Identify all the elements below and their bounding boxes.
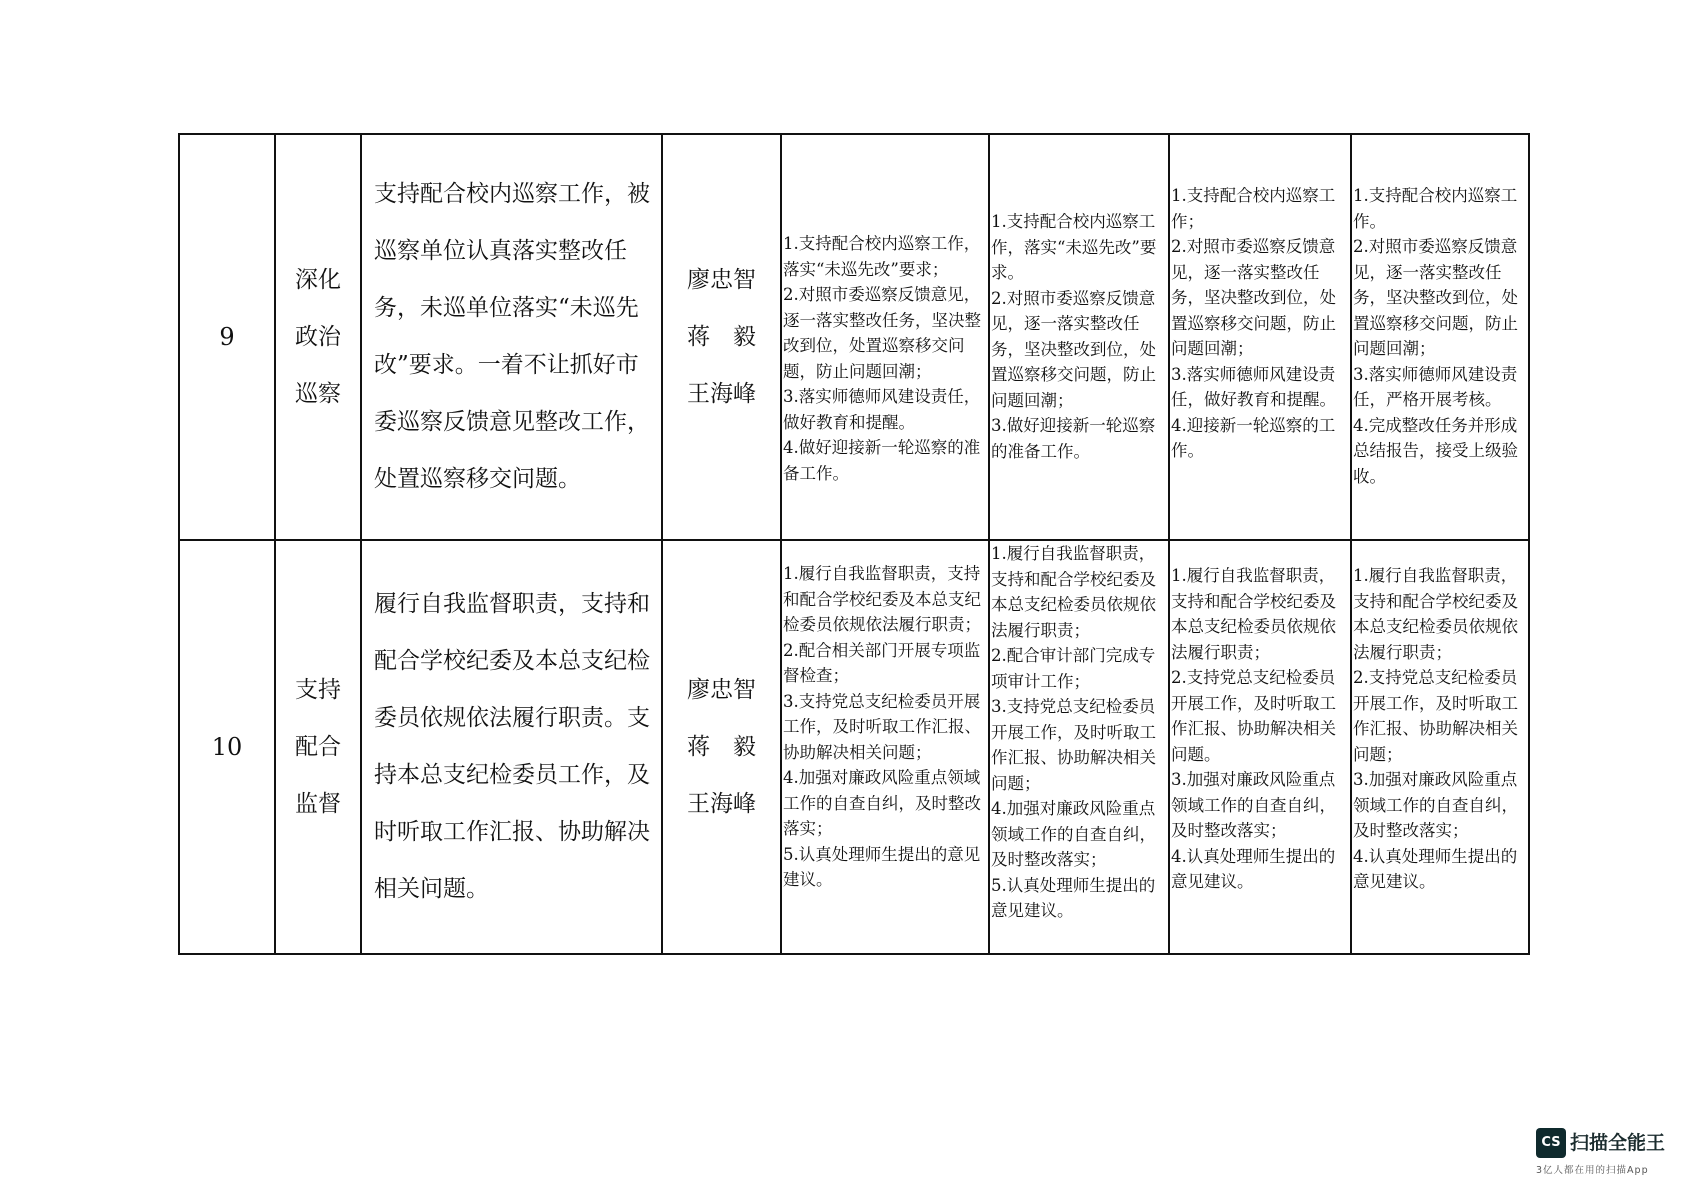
- task-goal: 支持配合校内巡察工作，被巡察单位认真落实整改任务，未巡单位落实“未巡先改”要求。一着不让抓好市委巡察反馈意见整改工作，处置巡察移交问题。: [361, 134, 662, 540]
- task-name: [275, 540, 361, 954]
- plan-item: 2.配合相关部门开展专项监督检查；: [783, 640, 981, 685]
- phase-plan-3: [1169, 134, 1351, 540]
- plan-item: 2.对照市委巡察反馈意见，逐一落实整改任务，坚决整改到位，处置巡察移交问题，防止问题回潮；: [991, 288, 1156, 410]
- work-plan-table: [178, 133, 1530, 955]
- plan-item: 3.支持党总支纪检委员开展工作，及时听取工作汇报、协助解决相关问题；: [783, 691, 981, 762]
- table-row: [179, 134, 1529, 540]
- phase-plan-3: [1169, 540, 1351, 954]
- plan-item: 3.加强对廉政风险重点领域工作的自查自纠，及时整改落实；: [1353, 770, 1518, 840]
- phase-plan-2: [989, 134, 1169, 540]
- person-name: 廖忠智: [687, 676, 756, 703]
- person-name: 廖忠智: [687, 266, 756, 293]
- row-number: 10: [179, 540, 275, 954]
- watermark-tagline: 3亿人都在用的扫描App: [1536, 1165, 1649, 1176]
- plan-item: 1.履行自我监督职责，支持和配合学校纪委及本总支纪检委员依规依法履行职责；: [991, 544, 1156, 640]
- plan-item: 1.履行自我监督职责，支持和配合学校纪委及本总支纪检委员依规依法履行职责；: [1353, 566, 1518, 662]
- plan-item: 3.加强对廉政风险重点领域工作的自查自纠，及时整改落实；: [1171, 770, 1336, 840]
- row-number: 9: [179, 134, 275, 540]
- phase-plan-2: [989, 540, 1169, 954]
- plan-item: 4.认真处理师生提出的意见建议。: [1171, 846, 1336, 891]
- plan-item: 4.做好迎接新一轮巡察的准备工作。: [783, 438, 981, 483]
- task-name-line: 政治: [295, 323, 341, 350]
- plan-item: 1.支持配合校内巡察工作。: [1353, 186, 1518, 231]
- cs-logo-icon: CS: [1536, 1128, 1566, 1158]
- plan-item: 2.对照市委巡察反馈意见，逐一落实整改任务，坚决整改到位，处置巡察移交问题，防止问题回潮；: [1353, 237, 1518, 358]
- person-name: 蒋 毅: [687, 323, 756, 350]
- plan-item: 2.支持党总支纪检委员开展工作，及时听取工作汇报、协助解决相关问题。: [1171, 668, 1336, 764]
- responsible-persons: [662, 134, 781, 540]
- plan-item: 4.认真处理师生提出的意见建议。: [1353, 846, 1518, 891]
- task-goal: 履行自我监督职责，支持和配合学校纪委及本总支纪检委员依规依法履行职责。支持本总支纪检委员工作，及时听取工作汇报、协助解决相关问题。: [361, 540, 662, 954]
- plan-item: 1.支持配合校内巡察工作，落实“未巡先改”要求。: [991, 212, 1157, 282]
- plan-item: 4.完成整改任务并形成总结报告，接受上级验收。: [1353, 415, 1518, 486]
- plan-item: 2.支持党总支纪检委员开展工作，及时听取工作汇报、协助解决相关问题；: [1353, 668, 1518, 764]
- plan-item: 2.对照市委巡察反馈意见，逐一落实整改任务，坚决整改到位，处置巡察移交问题，防止问题回潮；: [1171, 237, 1336, 358]
- plan-item: 3.落实师德师风建设责任，做好教育和提醒。: [783, 387, 981, 432]
- plan-item: 5.认真处理师生提出的意见建议。: [783, 844, 981, 889]
- scanner-watermark: [1536, 1124, 1676, 1174]
- task-name-line: 深化: [295, 266, 341, 293]
- task-name-line: 监督: [295, 790, 341, 817]
- plan-item: 4.迎接新一轮巡察的工作。: [1171, 415, 1336, 460]
- plan-item: 3.支持党总支纪检委员开展工作，及时听取工作汇报、协助解决相关问题；: [991, 697, 1156, 793]
- plan-item: 4.加强对廉政风险重点领域工作的自查自纠，及时整改落实；: [991, 799, 1156, 869]
- table-row: [179, 540, 1529, 954]
- plan-item: 3.做好迎接新一轮巡察的准备工作。: [991, 416, 1156, 461]
- phase-plan-1: [781, 134, 989, 540]
- responsible-persons: [662, 540, 781, 954]
- plan-item: 2.配合审计部门完成专项审计工作；: [991, 646, 1156, 691]
- plan-item: 1.支持配合校内巡察工作，落实“未巡先改”要求；: [783, 234, 981, 279]
- task-name-line: 支持: [295, 676, 341, 703]
- plan-item: 3.落实师德师风建设责任，做好教育和提醒。: [1171, 364, 1336, 409]
- person-name: 蒋 毅: [687, 733, 756, 760]
- phase-plan-4: [1351, 134, 1529, 540]
- watermark-name: 扫描全能王: [1570, 1132, 1666, 1154]
- plan-item: 4.加强对廉政风险重点领域工作的自查自纠，及时整改落实；: [783, 768, 981, 838]
- phase-plan-4: [1351, 540, 1529, 954]
- person-name: 王海峰: [687, 790, 756, 817]
- plan-item: 2.对照市委巡察反馈意见，逐一落实整改任务，坚决整改到位，处置巡察移交问题，防止问题回潮；: [783, 285, 981, 381]
- task-name-line: 巡察: [295, 380, 341, 407]
- plan-item: 5.认真处理师生提出的意见建议。: [991, 875, 1156, 920]
- plan-item: 1.支持配合校内巡察工作；: [1171, 186, 1336, 231]
- person-name: 王海峰: [687, 380, 756, 407]
- task-name-line: 配合: [295, 733, 341, 760]
- phase-plan-1: [781, 540, 989, 954]
- plan-item: 1.履行自我监督职责，支持和配合学校纪委及本总支纪检委员依规依法履行职责；: [1171, 566, 1336, 662]
- plan-item: 3.落实师德师风建设责任，严格开展考核。: [1353, 364, 1518, 409]
- plan-item: 1.履行自我监督职责，支持和配合学校纪委及本总支纪检委员依规依法履行职责；: [783, 564, 981, 634]
- task-name: [275, 134, 361, 540]
